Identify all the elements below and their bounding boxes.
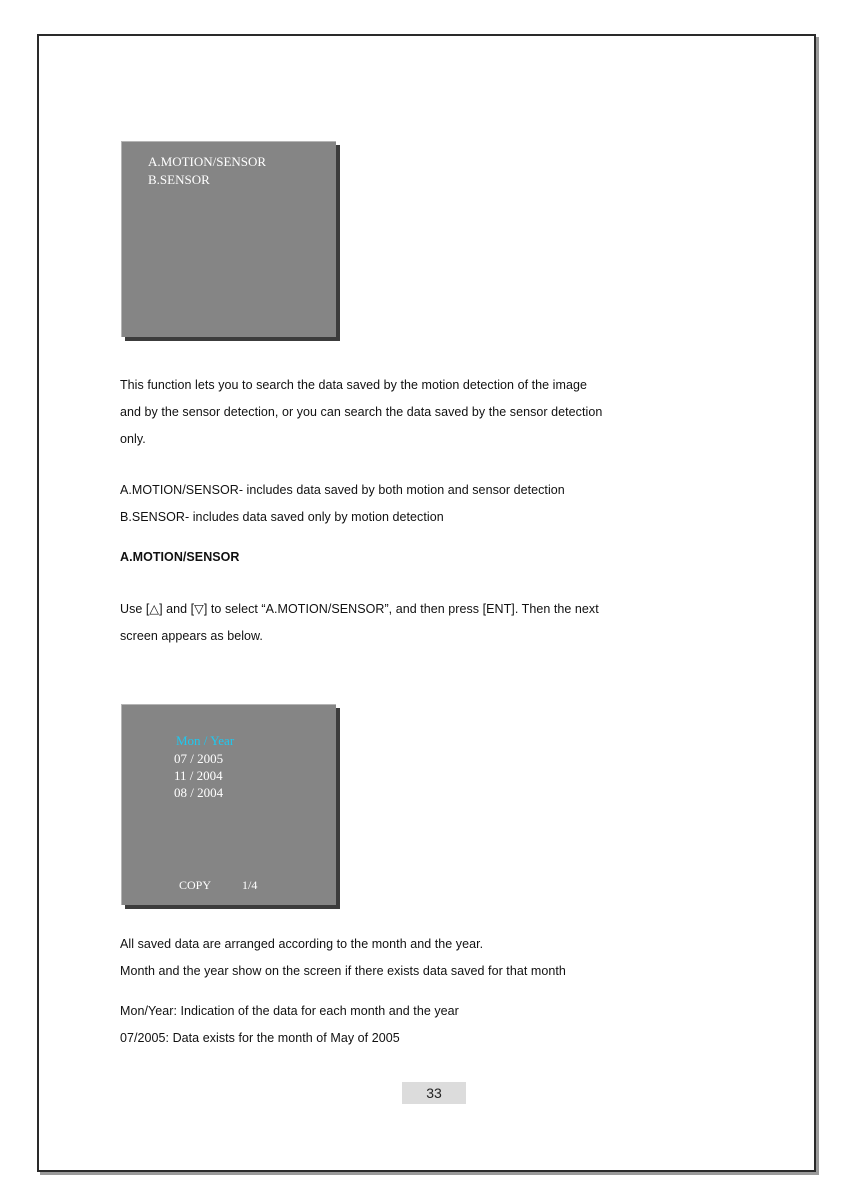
menu-item-motion-sensor: A.MOTION/SENSOR	[148, 154, 267, 169]
arrangement-paragraph	[120, 931, 745, 985]
legend-paragraph	[120, 998, 745, 1052]
option-line-motion-sensor: A.MOTION/SENSOR- includes data saved by both motion and sensor detection	[120, 483, 565, 497]
section-heading: A.MOTION/SENSOR	[120, 550, 240, 564]
legend-line-mon-year: Mon/Year: Indication of the data for each month and the year	[120, 1004, 459, 1018]
legend-line-example: 07/2005: Data exists for the month of May of 2005	[120, 1031, 400, 1045]
arrangement-line: All saved data are arranged according to the month and the year.	[120, 937, 484, 951]
page-number: 33	[402, 1082, 466, 1104]
instructions-paragraph	[120, 596, 745, 650]
instruction-line: screen appears as below.	[120, 629, 263, 643]
date-row: 11 / 2004	[174, 768, 223, 783]
intro-paragraph	[120, 372, 745, 453]
intro-line: and by the sensor detection, or you can search the data saved by the sensor detection	[120, 405, 603, 419]
search-menu-screen	[121, 141, 336, 337]
arrangement-line: Month and the year show on the screen if there exists data saved for that month	[120, 964, 566, 978]
instruction-line: Use [△] and [▽] to select “A.MOTION/SENSOR”, and then press [ENT]. Then the next	[120, 602, 599, 616]
date-row: 07 / 2005	[174, 751, 224, 766]
month-year-screen	[121, 704, 336, 905]
month-year-header: Mon / Year	[176, 733, 235, 748]
page-indicator: 1/4	[242, 878, 258, 892]
copy-label: COPY	[179, 878, 212, 892]
intro-line: only.	[120, 432, 146, 446]
menu-item-sensor: B.SENSOR	[148, 172, 210, 187]
screen-footer	[179, 878, 257, 893]
date-row: 08 / 2004	[174, 785, 224, 800]
intro-line: This function lets you to search the data saved by the motion detection of the image	[120, 378, 587, 392]
option-line-sensor: B.SENSOR- includes data saved only by motion detection	[120, 510, 444, 524]
options-paragraph	[120, 477, 745, 531]
